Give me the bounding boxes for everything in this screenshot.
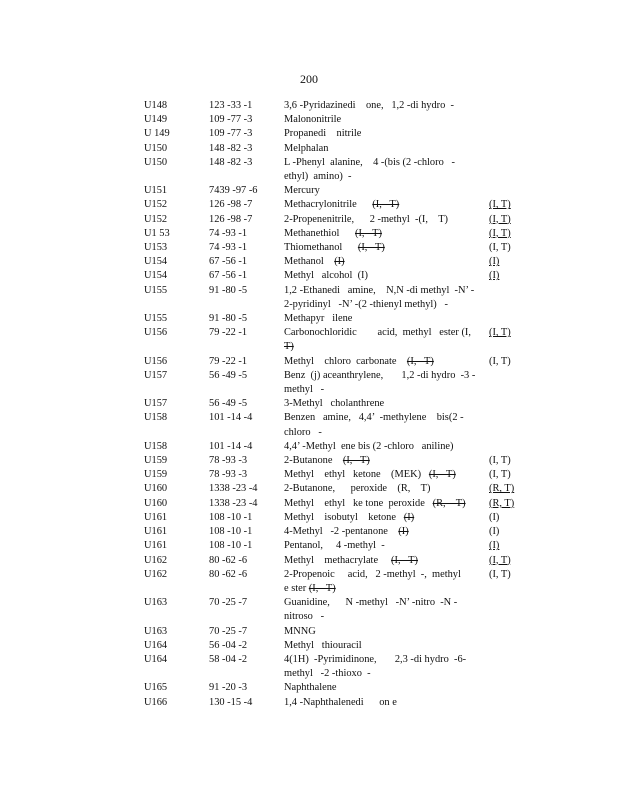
name-text: Methapyr ilene (284, 313, 353, 325)
name-text: Methyl thiouracil (284, 639, 362, 651)
substance-name (284, 539, 489, 553)
waste-code: U156 (144, 355, 168, 367)
table-row (144, 255, 524, 269)
substance-name (284, 113, 489, 127)
waste-code-table (144, 99, 524, 710)
name-text: 2-Propenoic acid, 2 -methyl -, methyl e ster (284, 568, 461, 594)
cas-number: 130 -15 -4 (209, 696, 253, 708)
name-text: Propanedi nitrile (284, 128, 362, 140)
basis-text: (I) (489, 511, 500, 523)
inserted-text: (R, T) (489, 497, 515, 509)
table-row (144, 568, 524, 596)
hazard-basis (489, 554, 529, 568)
table-row (144, 625, 524, 639)
cas-number: 108 -10 -1 (209, 540, 253, 552)
substance-name (284, 411, 489, 439)
cas-number: 148 -82 -3 (209, 156, 253, 168)
cas-number: 74 -93 -1 (209, 242, 248, 254)
name-text: Methanol (284, 256, 335, 268)
waste-code: U153 (144, 242, 168, 254)
table-row (144, 596, 524, 624)
waste-code: U161 (144, 526, 168, 538)
waste-code: U148 (144, 100, 168, 111)
waste-code: U155 (144, 313, 168, 325)
name-text: Carbonochloridic acid, methyl ester (I, (284, 327, 471, 339)
table-row (144, 468, 524, 482)
substance-name (284, 255, 489, 269)
inserted-text: (I, T) (489, 213, 511, 225)
substance-name (284, 681, 489, 695)
substance-name (284, 397, 489, 411)
basis-text: (I, T) (489, 568, 511, 580)
table-row (144, 312, 524, 326)
table-row (144, 397, 524, 411)
waste-code: U155 (144, 284, 168, 296)
cas-number: 126 -98 -7 (209, 213, 253, 225)
substance-name (284, 440, 489, 454)
hazard-basis (489, 482, 529, 496)
waste-code: U149 (144, 114, 168, 126)
substance-name (284, 625, 489, 639)
cas-number: 58 -04 -2 (209, 653, 248, 665)
cas-number: 80 -62 -6 (209, 568, 248, 580)
waste-code: U162 (144, 568, 168, 580)
name-text: Methyl isobutyl ketone (284, 511, 404, 523)
name-text: 2-Butanone (284, 455, 343, 467)
hazard-basis (489, 497, 529, 511)
waste-code: U1 53 (144, 227, 170, 239)
waste-code: U154 (144, 256, 168, 268)
waste-code: U163 (144, 597, 168, 609)
name-text: 4,4’ -Methyl ene bis (2 -chloro aniline) (284, 440, 454, 452)
name-text: Methanethiol (284, 227, 355, 239)
table-row (144, 326, 524, 354)
inserted-text: (I) (489, 540, 500, 552)
waste-code: U163 (144, 625, 168, 637)
inserted-text: (R, T) (489, 483, 515, 495)
substance-name (284, 468, 489, 482)
table-row (144, 511, 524, 525)
cas-number: 56 -49 -5 (209, 398, 248, 410)
table-row (144, 525, 524, 539)
cas-number: 7439 -97 -6 (209, 185, 258, 197)
basis-text: (I, T) (489, 455, 511, 467)
name-text: Malononitrile (284, 114, 342, 126)
hazard-basis (489, 454, 529, 468)
substance-name (284, 525, 489, 539)
deleted-text: (I, T) (342, 455, 370, 467)
name-text: 4-Methyl -2 -pentanone (284, 526, 399, 538)
waste-code: U158 (144, 412, 168, 424)
table-row (144, 284, 524, 312)
waste-code: U159 (144, 469, 168, 481)
cas-number: 80 -62 -6 (209, 554, 248, 566)
deleted-text: (I, T) (372, 199, 400, 211)
waste-code: U165 (144, 682, 168, 694)
substance-name (284, 284, 489, 312)
table-row (144, 454, 524, 468)
name-text: 4(1H) -Pyrimidinone, 2,3 -di hydro -6- methyl -2 -thioxo - (284, 653, 467, 680)
waste-code: U156 (144, 327, 168, 339)
table-row (144, 184, 524, 198)
name-text: MNNG (284, 625, 316, 637)
name-text: Methyl chloro carbonate (284, 355, 407, 367)
waste-code: U151 (144, 185, 168, 197)
waste-code: U150 (144, 156, 168, 168)
substance-name (284, 355, 489, 369)
deleted-text: (I, T) (357, 242, 385, 254)
hazard-basis (489, 213, 529, 227)
deleted-text: (I, T) (406, 355, 434, 367)
hazard-basis (489, 269, 529, 283)
name-text: Methyl ethyl ke tone peroxide (284, 497, 433, 509)
table-row (144, 241, 524, 255)
table-row (144, 440, 524, 454)
waste-code: U154 (144, 270, 168, 282)
waste-code: U161 (144, 511, 168, 523)
substance-name (284, 99, 489, 113)
substance-name (284, 482, 489, 496)
hazard-basis (489, 198, 529, 212)
table-row (144, 639, 524, 653)
table-row (144, 369, 524, 397)
substance-name (284, 511, 489, 525)
name-text: 3,6 -Pyridazinedi one, 1,2 -di hydro - (284, 100, 454, 111)
waste-code: U152 (144, 213, 168, 225)
cas-number: 78 -93 -3 (209, 455, 248, 467)
table-row (144, 213, 524, 227)
name-text: Melphalan (284, 142, 329, 154)
deleted-text: (I, T) (308, 582, 336, 594)
name-text: Methyl alcohol (I) (284, 270, 368, 282)
waste-code: U157 (144, 369, 168, 381)
waste-code: U 149 (144, 128, 170, 140)
table-row (144, 99, 524, 113)
table-row (144, 696, 524, 710)
cas-number: 56 -49 -5 (209, 369, 248, 381)
substance-name (284, 213, 489, 227)
substance-name (284, 696, 489, 710)
substance-name (284, 269, 489, 283)
table-row (144, 653, 524, 681)
deleted-text: (I) (398, 526, 409, 538)
cas-number: 108 -10 -1 (209, 511, 253, 523)
inserted-text: (I, T) (489, 554, 511, 566)
waste-code: U152 (144, 199, 168, 211)
substance-name (284, 184, 489, 198)
name-text: 2-Butanone, peroxide (R, T) (284, 483, 431, 495)
table-row (144, 539, 524, 553)
waste-code: U159 (144, 455, 168, 467)
substance-name (284, 568, 489, 596)
hazard-basis (489, 568, 529, 582)
name-text: 1,2 -Ethanedi amine, N,N -di methyl -N’ - 2-pyridinyl -N’ -(2 -thienyl methyl) - (284, 284, 475, 310)
cas-number: 56 -04 -2 (209, 639, 248, 651)
table-row (144, 227, 524, 241)
deleted-text: (I) (334, 256, 345, 268)
deleted-text: (I, T) (428, 469, 456, 481)
waste-code: U160 (144, 483, 168, 495)
table-row (144, 497, 524, 511)
hazard-basis (489, 255, 529, 269)
name-text: Naphthalene (284, 682, 337, 694)
name-text: Methyl methacrylate (284, 554, 392, 566)
name-text: 3-Methyl cholanthrene (284, 398, 385, 410)
substance-name (284, 156, 489, 184)
cas-number: 109 -77 -3 (209, 128, 253, 140)
substance-name (284, 554, 489, 568)
name-text: Pentanol, 4 -methyl - (284, 540, 385, 552)
cas-number: 67 -56 -1 (209, 270, 248, 282)
deleted-text: (R, T) (432, 497, 466, 509)
deleted-text: (I) (403, 511, 415, 523)
substance-name (284, 241, 489, 255)
name-text: Benz (j) aceanthrylene, 1,2 -di hydro -3 - methyl - (284, 369, 476, 396)
waste-code: U158 (144, 440, 168, 452)
table-row (144, 156, 524, 184)
cas-number: 148 -82 -3 (209, 142, 253, 154)
waste-code: U161 (144, 540, 168, 552)
deleted-text: (I, T) (355, 227, 382, 239)
basis-text: (I, T) (489, 469, 511, 481)
cas-number: 91 -80 -5 (209, 284, 248, 296)
waste-code: U162 (144, 554, 168, 566)
table-row (144, 411, 524, 439)
table-row (144, 554, 524, 568)
cas-number: 78 -93 -3 (209, 469, 248, 481)
name-text: Methyl ethyl ketone (MEK) (284, 469, 429, 481)
name-text: L -Phenyl alanine, 4 -(bis (2 -chloro - ethyl) amino) - (284, 156, 456, 183)
table-row (144, 355, 524, 369)
deleted-text: T) (284, 341, 294, 353)
name-text: Mercury (284, 185, 320, 197)
table-row (144, 681, 524, 695)
basis-text: (I, T) (489, 355, 511, 367)
waste-code: U150 (144, 142, 168, 154)
cas-number: 1338 -23 -4 (209, 497, 258, 509)
hazard-basis (489, 468, 529, 482)
hazard-basis (489, 525, 529, 539)
cas-number: 1338 -23 -4 (209, 483, 258, 495)
table-row (144, 482, 524, 496)
table-row (144, 269, 524, 283)
cas-number: 123 -33 -1 (209, 100, 253, 111)
hazard-basis (489, 241, 529, 255)
table-row (144, 127, 524, 141)
basis-text: (I) (489, 526, 500, 538)
hazard-basis (489, 326, 529, 340)
hazard-basis (489, 539, 529, 553)
substance-name (284, 653, 489, 681)
substance-name (284, 454, 489, 468)
inserted-text: (I) (489, 256, 500, 268)
deleted-text: (I, T) (391, 554, 418, 566)
substance-name (284, 369, 489, 397)
substance-name (284, 142, 489, 156)
substance-name (284, 497, 489, 511)
cas-number: 67 -56 -1 (209, 256, 248, 268)
cas-number: 74 -93 -1 (209, 227, 248, 239)
name-text: Guanidine, N -methyl -N’ -nitro -N - nitroso - (284, 597, 458, 623)
name-text: 1,4 -Naphthalenedi on e (284, 696, 397, 708)
substance-name (284, 127, 489, 141)
name-text: Methacrylonitrile (284, 199, 373, 211)
substance-name (284, 227, 489, 241)
cas-number: 101 -14 -4 (209, 440, 253, 452)
table-row (144, 198, 524, 212)
substance-name (284, 639, 489, 653)
cas-number: 70 -25 -7 (209, 597, 248, 609)
substance-name (284, 596, 489, 624)
waste-code: U157 (144, 398, 168, 410)
inserted-text: (I) (489, 270, 500, 282)
cas-number: 79 -22 -1 (209, 355, 248, 367)
substance-name (284, 326, 489, 354)
name-text: 2-Propenenitrile, 2 -methyl -(I, T) (284, 213, 448, 225)
hazard-basis (489, 227, 529, 241)
table-row (144, 142, 524, 156)
inserted-text: (I, T) (489, 327, 511, 339)
hazard-basis (489, 511, 529, 525)
substance-name (284, 198, 489, 212)
page-number: 200 (300, 72, 318, 86)
cas-number: 79 -22 -1 (209, 327, 248, 339)
hazard-basis (489, 355, 529, 369)
inserted-text: (I, T) (489, 199, 511, 211)
cas-number: 91 -80 -5 (209, 313, 248, 325)
waste-code: U164 (144, 639, 168, 651)
waste-code: U164 (144, 653, 168, 665)
cas-number: 108 -10 -1 (209, 526, 253, 538)
table-row (144, 113, 524, 127)
cas-number: 109 -77 -3 (209, 114, 253, 126)
cas-number: 70 -25 -7 (209, 625, 248, 637)
basis-text: (I, T) (489, 242, 511, 254)
name-text: Benzen amine, 4,4’ -methylene bis(2 - chloro - (284, 412, 464, 438)
cas-number: 101 -14 -4 (209, 412, 253, 424)
inserted-text: (I, T) (489, 227, 511, 239)
name-text: Thiomethanol (284, 242, 358, 254)
cas-number: 91 -20 -3 (209, 682, 248, 694)
cas-number: 126 -98 -7 (209, 199, 253, 211)
waste-code: U166 (144, 696, 168, 708)
waste-code: U160 (144, 497, 168, 509)
substance-name (284, 312, 489, 326)
